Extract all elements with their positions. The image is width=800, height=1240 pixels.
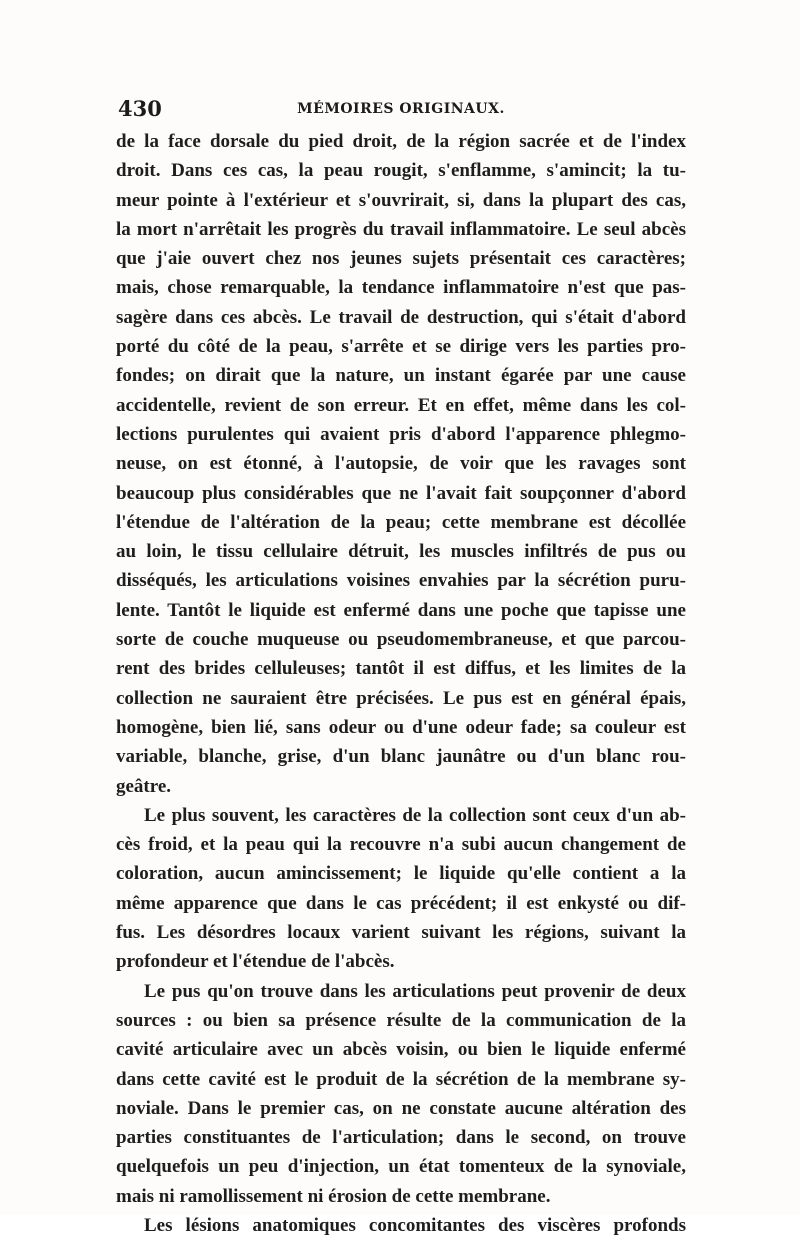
paragraph (116, 801, 686, 977)
text-line: geâtre. (116, 775, 172, 797)
text-line: cès froid, et la peau qui la recouvre n'a subi aucun changement de (116, 834, 686, 856)
text-line: fondes; on dirait que la nature, un instant égarée par une cause (116, 365, 686, 387)
text-line: rent des brides celluleuses; tantôt il est diffus, et les limites de la (116, 658, 686, 680)
text-line: fus. Les désordres locaux varient suivant les régions, suivant la (116, 922, 686, 944)
text-line: beaucoup plus considérables que ne l'avait fait soupçonner d'abord (116, 482, 686, 504)
text-line: même apparence que dans le cas précédent; il est enkysté ou dif- (116, 892, 686, 914)
text-line: Le plus souvent, les caractères de la collection sont ceux d'un ab- (144, 804, 686, 826)
text-line: l'étendue de l'altération de la peau; cette membrane est décollée (116, 511, 686, 533)
text-line: noviale. Dans le premier cas, on ne constate aucune altération des (116, 1097, 686, 1119)
text-line: quelquefois un peu d'injection, un état tomenteux de la synoviale, (116, 1156, 686, 1178)
text-line: mais ni ramollissement ni érosion de cette membrane. (116, 1185, 551, 1207)
text-line: neuse, on est étonné, à l'autopsie, de voir que les ravages sont (116, 453, 686, 475)
text-line: Les lésions anatomiques concomitantes des viscères profonds (144, 1214, 686, 1236)
text-line: Le pus qu'on trouve dans les articulations peut provenir de deux (144, 980, 686, 1002)
paragraph (116, 127, 686, 801)
text-line: meur pointe à l'extérieur et s'ouvrirait, si, dans la plupart des cas, (116, 189, 686, 211)
text-line: cavité articulaire avec un abcès voisin, ou bien le liquide enfermé (116, 1039, 686, 1061)
text-line: mais, chose remarquable, la tendance inflammatoire n'est que pas- (116, 277, 686, 299)
running-head (113, 96, 689, 124)
text-line: profondeur et l'étendue de l'abcès. (116, 951, 395, 973)
text-line: coloration, aucun amincissement; le liquide qu'elle contient a la (116, 863, 686, 885)
text-line: accidentelle, revient de son erreur. Et en effet, même dans les col- (116, 394, 686, 416)
text-line: collection ne sauraient être précisées. Le pus est en général épais, (116, 687, 686, 709)
text-line: dans cette cavité est le produit de la sécrétion de la membrane sy- (116, 1068, 686, 1090)
text-line: de la face dorsale du pied droit, de la région sacrée et de l'index (116, 131, 686, 152)
paragraph (116, 1211, 686, 1240)
text-line: porté du côté de la peau, s'arrête et se dirige vers les parties pro- (116, 336, 686, 358)
text-line: homogène, bien lié, sans odeur ou d'une odeur fade; sa couleur est (116, 716, 686, 738)
text-line: droit. Dans ces cas, la peau rougit, s'enflamme, s'amincit; la tu- (116, 160, 686, 182)
running-title: MÉMOIRES ORIGINAUX. (297, 101, 505, 117)
paragraph (116, 977, 686, 1211)
page-number: 430 (118, 96, 162, 121)
text-line: que j'aie ouvert chez nos jeunes sujets présentait ces caractères; (116, 248, 686, 270)
text-line: sources : ou bien sa présence résulte de la communication de la (116, 1009, 686, 1031)
text-line: au loin, le tissu cellulaire détruit, les muscles infiltrés de pus ou (116, 541, 686, 563)
text-line: parties constituantes de l'articulation; dans le second, on trouve (116, 1127, 686, 1149)
text-line: lente. Tantôt le liquide est enfermé dans une poche que tapisse une (116, 599, 686, 621)
text-line: variable, blanche, grise, d'un blanc jaunâtre ou d'un blanc rou- (116, 746, 686, 768)
text-line: la mort n'arrêtait les progrès du travail inflammatoire. Le seul abcès (116, 218, 686, 240)
text-line: disséqués, les articulations voisines envahies par la sécrétion puru- (116, 570, 686, 592)
text-line: sorte de couche muqueuse ou pseudomembraneuse, et que parcou- (116, 629, 686, 651)
text-line: sagère dans ces abcès. Le travail de destruction, qui s'était d'abord (116, 306, 686, 328)
text-line: lections purulentes qui avaient pris d'abord l'apparence phlegmo- (116, 423, 686, 445)
body-text (116, 127, 686, 1240)
